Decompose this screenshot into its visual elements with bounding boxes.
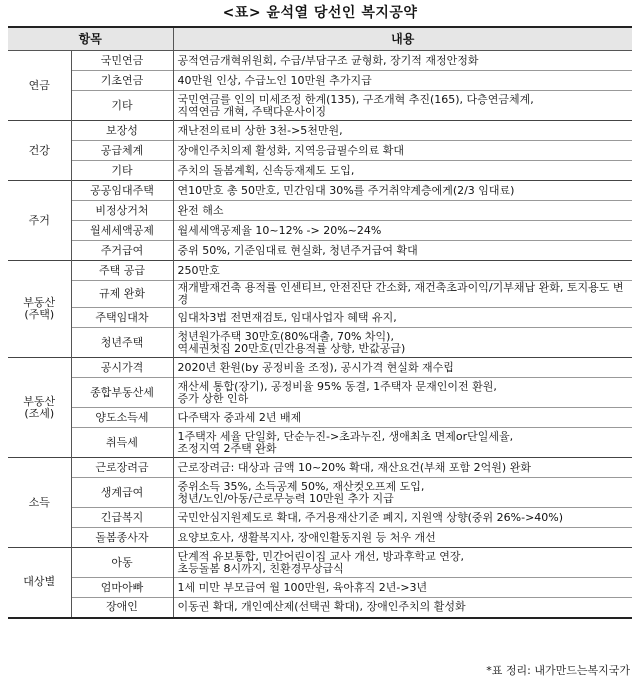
table-row (8, 578, 632, 598)
content-cell: 이동권 확대, 개인예산제(선택권 확대), 장애인주치의 활성화 (173, 598, 632, 618)
content-cell: 근로장려금: 대상과 금액 10~20% 확대, 재산요건(부채 포함 2억원) 완화 (173, 458, 632, 478)
table-row (8, 478, 632, 508)
table-row (8, 71, 632, 91)
table-row (8, 181, 632, 201)
content-cell: 완전 해소 (173, 201, 632, 221)
table-row (8, 308, 632, 328)
item-cell: 긴급복지 (71, 508, 173, 528)
item-cell: 월세세액공제 (71, 221, 173, 241)
item-cell: 주택임대차 (71, 308, 173, 328)
content-cell: 연10만호 총 50만호, 민간임대 30%를 주거취약계층에게(2/3 임대료) (173, 181, 632, 201)
item-cell: 취득세 (71, 428, 173, 458)
category-cell: 대상별 (8, 548, 71, 618)
table-row (8, 528, 632, 548)
content-cell: 재산세 통합(장기), 공정비율 95% 동결, 1주택자 문재인이전 환원, 증가 상한 인하 (173, 378, 632, 408)
item-cell: 국민연금 (71, 51, 173, 71)
item-cell: 청년주택 (71, 328, 173, 358)
item-cell: 주거급여 (71, 241, 173, 261)
content-cell: 250만호 (173, 261, 632, 281)
item-cell: 생계급여 (71, 478, 173, 508)
table-row (8, 201, 632, 221)
table-row (8, 261, 632, 281)
table-row (8, 378, 632, 408)
table-row (8, 51, 632, 71)
source-footnote: *표 정리: 내가만드는복지국가 (486, 664, 630, 677)
item-cell: 공공임대주택 (71, 181, 173, 201)
content-cell: 2020년 환원(by 공정비율 조정), 공시가격 현실화 재수립 (173, 358, 632, 378)
item-cell: 아동 (71, 548, 173, 578)
category-cell: 소득 (8, 458, 71, 548)
category-cell: 건강 (8, 121, 71, 181)
content-cell: 1주택자 세율 단일화, 단순누진->초과누진, 생애최초 면제or단일세율, 조정지역 2주택 완화 (173, 428, 632, 458)
table-row (8, 221, 632, 241)
table-row (8, 141, 632, 161)
item-cell: 근로장려금 (71, 458, 173, 478)
content-cell: 국민안심지원제도로 확대, 주거용재산기준 폐지, 지원액 상향(중위 26%->40%) (173, 508, 632, 528)
item-cell: 기타 (71, 161, 173, 181)
table-row (8, 598, 632, 618)
content-cell: 중위소득 35%, 소득공제 50%, 재산컷오프제 도입, 청년/노인/아동/근로무능력 10만원 추가 지급 (173, 478, 632, 508)
content-cell: 공적연금개혁위원회, 수급/부담구조 균형화, 장기적 재정안정화 (173, 51, 632, 71)
table-row (8, 408, 632, 428)
item-cell: 공급체계 (71, 141, 173, 161)
item-cell: 장애인 (71, 598, 173, 618)
header-content: 내용 (173, 27, 632, 51)
category-cell: 주거 (8, 181, 71, 261)
content-cell: 1세 미만 부모급여 월 100만원, 육아휴직 2년->3년 (173, 578, 632, 598)
table-row (8, 458, 632, 478)
item-cell: 엄마아빠 (71, 578, 173, 598)
item-cell: 비정상거처 (71, 201, 173, 221)
table-row (8, 328, 632, 358)
content-cell: 청년원가주택 30만호(80%대출, 70% 차익), 역세권첫집 20만호(민간용적률 상향, 반값공급) (173, 328, 632, 358)
item-cell: 돌봄종사자 (71, 528, 173, 548)
item-cell: 양도소득세 (71, 408, 173, 428)
content-cell: 중위 50%, 기준임대료 현실화, 청년주거급여 확대 (173, 241, 632, 261)
content-cell: 단계적 유보통합, 민간어린이집 교사 개선, 방과후학교 연장, 초등돌봄 8시까지, 친환경무상급식 (173, 548, 632, 578)
item-cell: 기타 (71, 91, 173, 121)
item-cell: 보장성 (71, 121, 173, 141)
table-row (8, 428, 632, 458)
item-cell: 종합부동산세 (71, 378, 173, 408)
content-cell: 월세세액공제율 10~12% -> 20%~24% (173, 221, 632, 241)
content-cell: 재난전의료비 상한 3천->5천만원, (173, 121, 632, 141)
category-cell: 부동산 (조세) (8, 358, 71, 458)
category-cell: 부동산 (주택) (8, 261, 71, 358)
table-row (8, 121, 632, 141)
content-cell: 요양보호사, 생활복지사, 장애인활동지원 등 처우 개선 (173, 528, 632, 548)
content-cell: 임대차3법 전면재검토, 임대사업자 혜택 유지, (173, 308, 632, 328)
content-cell: 주치의 돌봄계획, 신속등재제도 도입, (173, 161, 632, 181)
table-row (8, 548, 632, 578)
table-header-row (8, 27, 632, 51)
item-cell: 기초연금 (71, 71, 173, 91)
content-cell: 40만원 인상, 수급노인 10만원 추가지급 (173, 71, 632, 91)
content-cell: 장애인주치의제 활성화, 지역응급필수의료 확대 (173, 141, 632, 161)
table-row (8, 91, 632, 121)
header-category: 항목 (8, 27, 173, 51)
item-cell: 주택 공급 (71, 261, 173, 281)
content-cell: 재개발재건축 용적률 인센티브, 안전진단 간소화, 재건축초과이익/기부채납 완화, 토지용도 변경 (173, 281, 632, 308)
table-row (8, 358, 632, 378)
welfare-pledge-table (8, 26, 632, 619)
item-cell: 공시가격 (71, 358, 173, 378)
table-row (8, 241, 632, 261)
content-cell: 국민연금를 인의 미세조정 한계(135), 구조개혁 추진(165), 다층연금체계, 직역연금 개혁, 주택다운사이징 (173, 91, 632, 121)
table-row (8, 508, 632, 528)
category-cell: 연금 (8, 51, 71, 121)
table-row (8, 161, 632, 181)
table-title: <표> 윤석열 당선인 복지공약 (222, 5, 418, 21)
item-cell: 규제 완화 (71, 281, 173, 308)
table-body (8, 51, 632, 618)
content-cell: 다주택자 중과세 2년 배제 (173, 408, 632, 428)
table-row (8, 281, 632, 308)
